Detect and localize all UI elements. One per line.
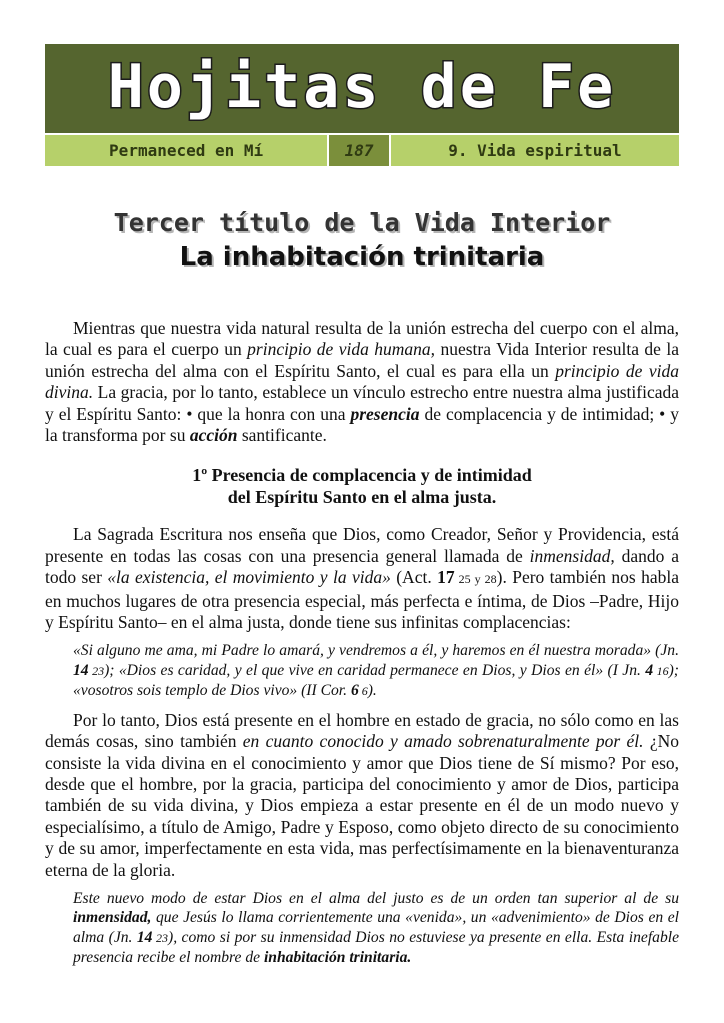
text-run: ), como si por su inmensidad Dios no estuviese ya presente en ella. Esta inefable presencia recibe el nombre de xyxy=(73,928,680,967)
text-run: Por lo tanto, Dios está presente en el hombre en estado de gracia, no sólo como en las demás cosas, sino también xyxy=(45,709,679,752)
text-run: inmensidad, xyxy=(73,909,152,927)
scripture-quote xyxy=(73,641,679,701)
text-run: La Sagrada Escritura nos enseña que Dios, como Creador, Señor y Providencia, está presente en todas las cosas con una presencia general llamada de xyxy=(45,524,679,566)
text-run: ); «vosotros sois templo de Dios vivo» (II Cor. xyxy=(73,661,679,700)
text-run: presencia xyxy=(350,403,420,424)
text-run: Este nuevo modo de estar Dios en el alma del justo es de un orden tan superior al de su xyxy=(73,889,679,907)
text-run: La gracia, por lo tanto, establece un vínculo estrecho entre nuestra alma justificada y el Espíritu Santo: • que la honra con una xyxy=(45,382,679,424)
text-run: santificante. xyxy=(237,425,327,446)
article-title-line1: Tercer título de la Vida Interior xyxy=(113,208,611,237)
section-heading-line1: 1º Presencia de complacencia y de intimidad xyxy=(192,465,532,486)
header-subbar xyxy=(45,135,679,166)
text-run: inhabitación trinitaria. xyxy=(263,949,412,967)
text-run: «la existencia, el movimiento y la vida» xyxy=(107,567,391,588)
masthead-title: Hojitas de Fe xyxy=(107,52,617,122)
text-run: ). xyxy=(367,682,377,700)
paragraph-presence xyxy=(45,524,679,633)
text-run: que Jesús lo llama corrientemente una «venida», un «advenimiento» de Dios en el alma (Jn. xyxy=(73,909,679,946)
text-run: 23 xyxy=(88,663,105,678)
text-run: 14 xyxy=(73,661,89,679)
text-run: 23 xyxy=(152,930,169,945)
text-run: principio de vida divina. xyxy=(45,360,680,403)
text-run: ); «Dios es caridad, y el que vive en caridad permanece en Dios, y Dios en él» (I Jn. xyxy=(104,661,646,679)
section-heading xyxy=(45,464,679,508)
text-run: 25 y 28 xyxy=(454,572,497,587)
text-run: 16 xyxy=(653,663,669,678)
paragraph-intro xyxy=(45,318,679,446)
text-run: ¿No consiste la vida divina en el conocimiento y amor que Dios tiene de Sí mismo? Por eso, desde que el hombre, por la gracia, participa del conocimiento y amor de Dios, participa también de su vida divina, y Dios empieza a estar presente en él de un modo nuevo y especialísimo, a título de Amigo, Padre y Esposo, como objeto directo de su conocimiento y de su amor, imperfectamente en esta vida, mas perfectísimamente en la bienaventuranza eterna de la gloria. xyxy=(45,731,679,880)
text-run: 14 xyxy=(136,928,153,946)
text-run: en cuanto conocido y amado sobrenaturalmente por él. xyxy=(242,731,644,752)
paragraph-grace xyxy=(45,710,679,881)
text-run: nuestra Vida Interior resulta de la unión estrecha del alma con el Espíritu Santo, el cual es para ella un xyxy=(45,339,679,381)
text-run: ). Pero también nos habla en muchos lugares de otra presencia especial, más perfecta e íntima, de Dios –Padre, Hijo y Espíritu Santo– en el alma justa, donde tiene sus infinitas complacencias: xyxy=(45,567,680,633)
text-run: 6 xyxy=(350,682,359,700)
header-banner xyxy=(45,44,679,133)
text-run: 4 xyxy=(645,661,654,679)
text-run: dando a todo ser xyxy=(45,545,679,588)
series-label: Permaneced en Mí xyxy=(45,135,327,166)
text-run: inmensidad, xyxy=(529,545,615,566)
issue-number: 187 xyxy=(329,135,389,166)
text-run: de complacencia y de intimidad; • y la transforma por su xyxy=(45,403,679,446)
text-run: «Si alguno me ama, mi Padre lo amará, y vendremos a él, y haremos en él nuestra morada» (Jn. xyxy=(73,642,679,660)
text-run: (Act. xyxy=(390,567,438,588)
article-title-line2: La inhabitación trinitaria xyxy=(179,242,545,272)
text-run: principio de vida humana, xyxy=(247,339,436,360)
text-run: acción xyxy=(189,425,238,446)
article-title xyxy=(45,206,679,274)
article-body xyxy=(45,318,679,976)
text-run: 6 xyxy=(358,684,368,699)
section-heading-line2: del Espíritu Santo en el alma justa. xyxy=(227,487,497,508)
text-run: Mientras que nuestra vida natural resulta de la unión estrecha del cuerpo con el alma, la cual es para el cuerpo un xyxy=(45,318,679,360)
closing-note xyxy=(73,889,679,968)
section-label: 9. Vida espiritual xyxy=(391,135,679,166)
text-run: 17 xyxy=(437,567,455,588)
